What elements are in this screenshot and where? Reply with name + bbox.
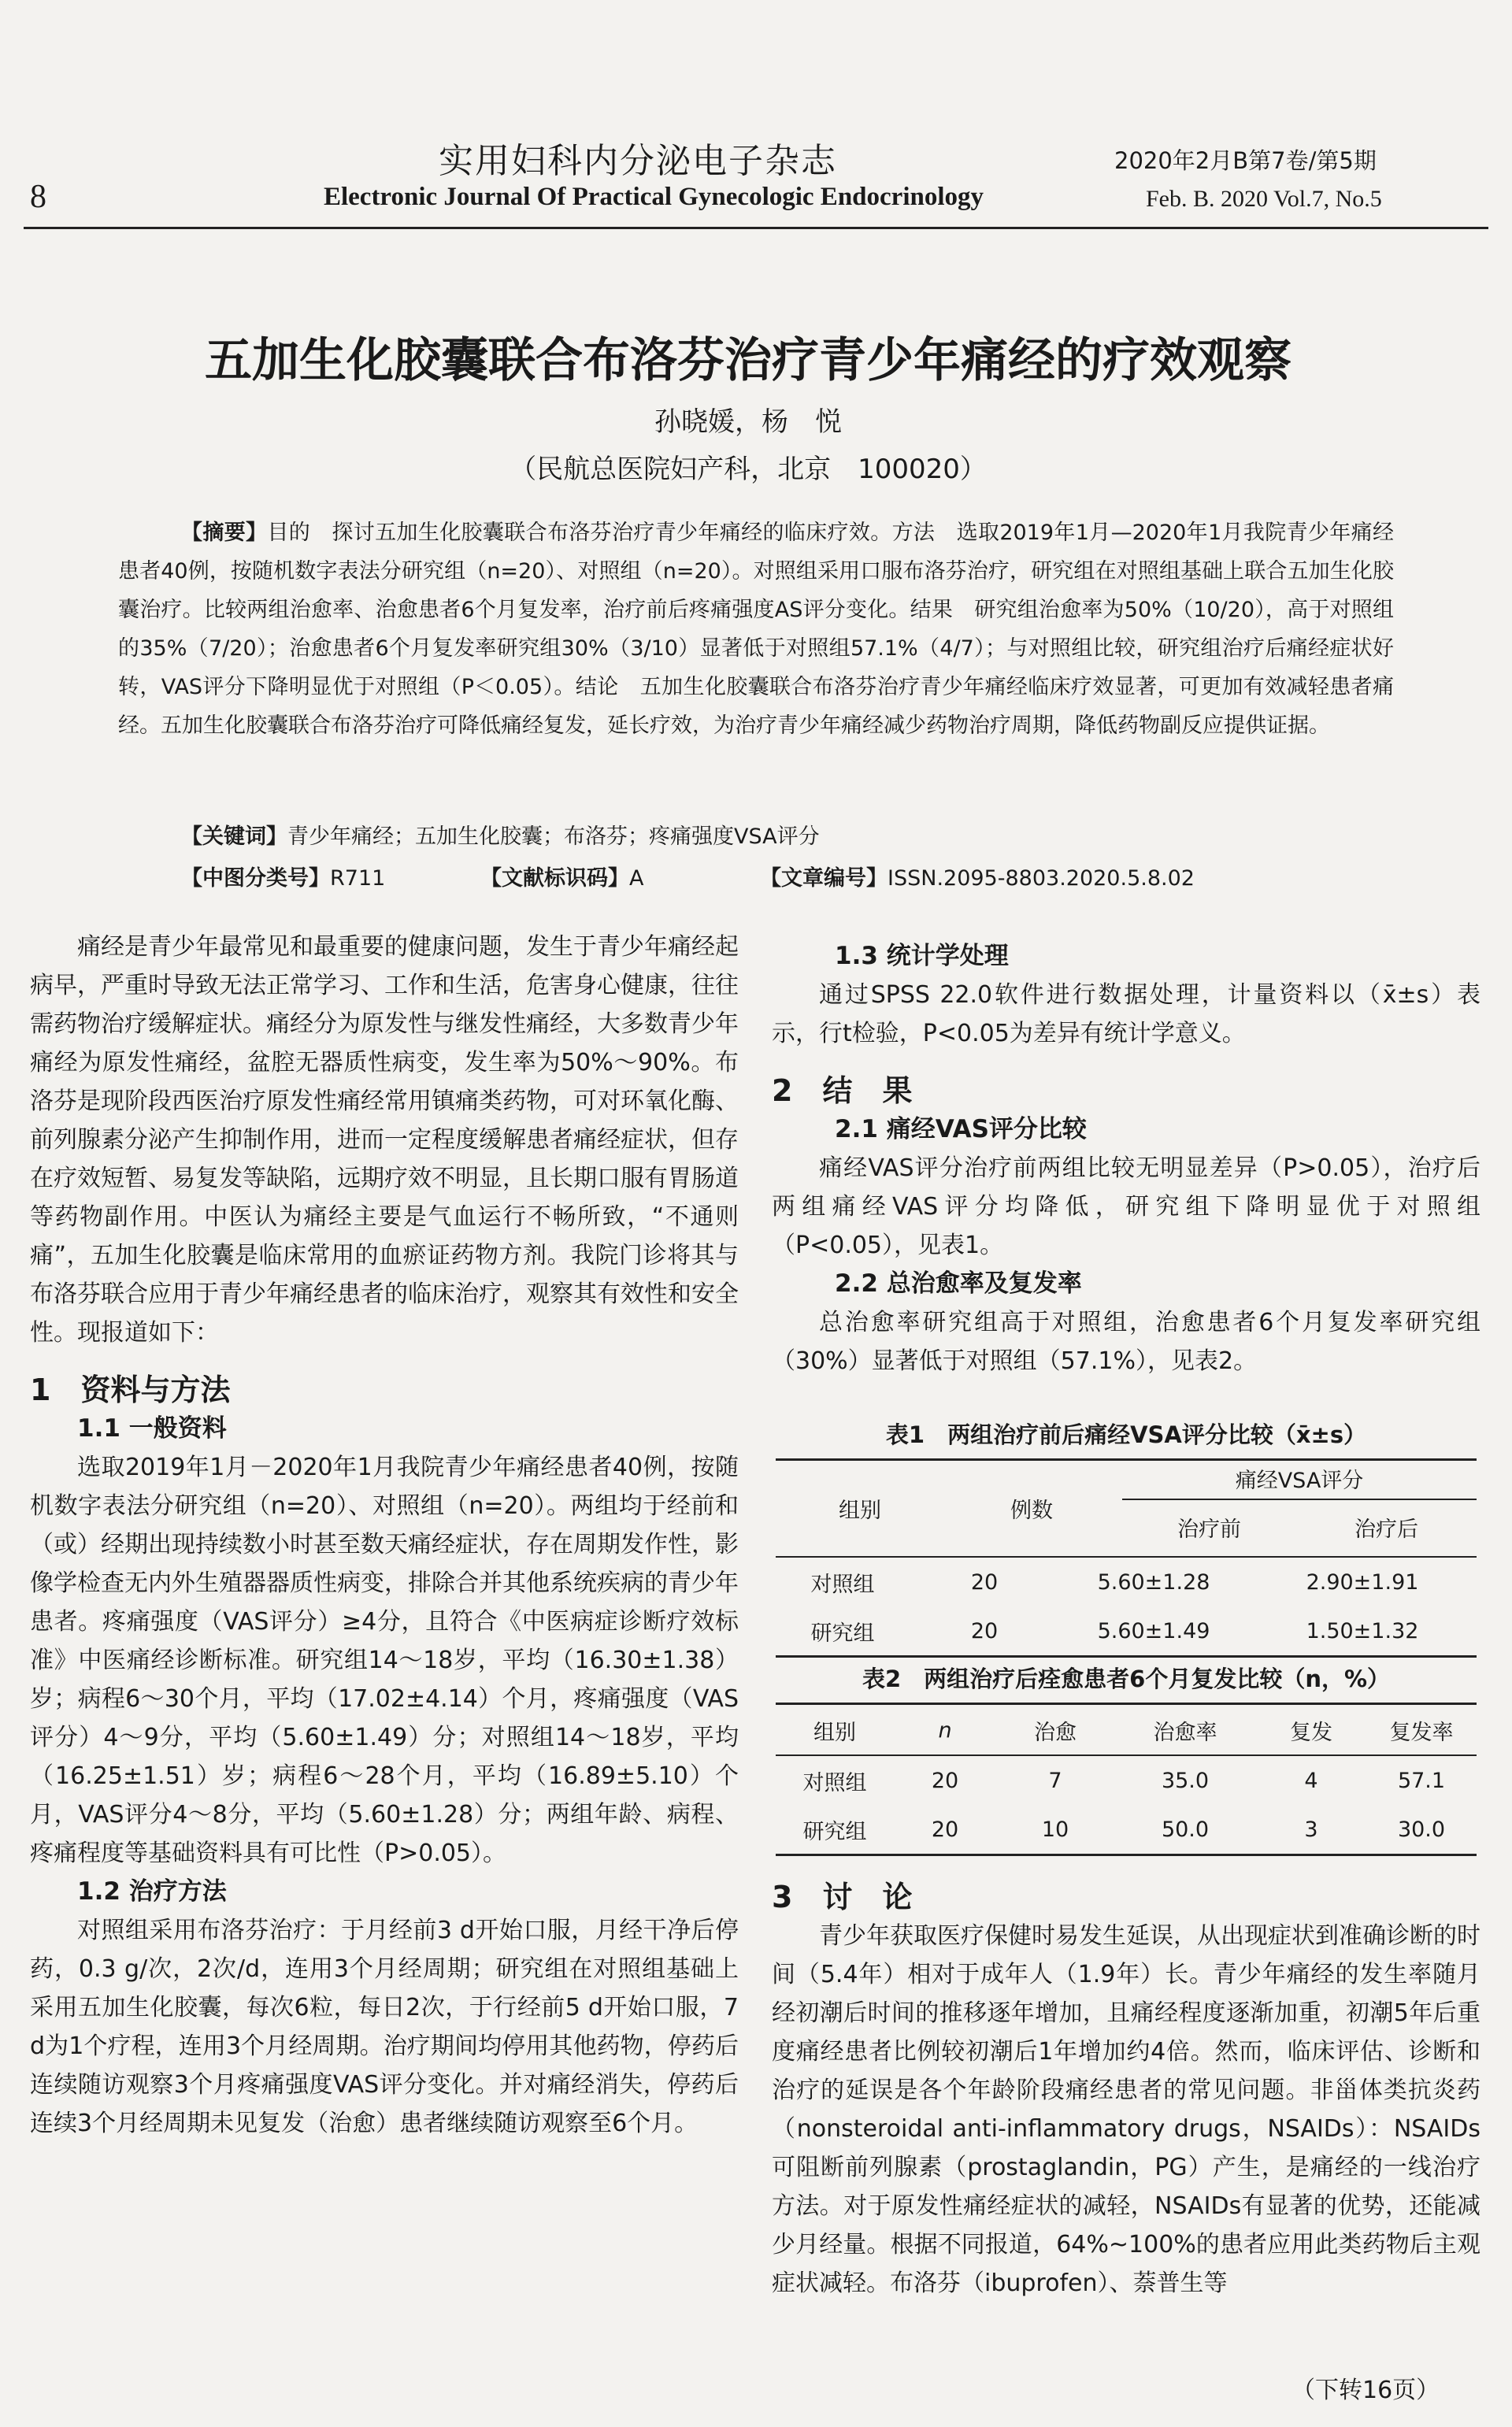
article-no-value: ISSN.2095-8803.2020.5.8.02	[888, 866, 1195, 891]
keywords	[181, 819, 820, 850]
right-column-bottom	[772, 1878, 1480, 2303]
article-no-label: 【文章编号】	[760, 866, 888, 891]
section-1-2-heading: 1.2 治疗方法	[77, 1877, 227, 1906]
table-2-caption: 表2 两组治疗后痊愈患者6个月复发比较（n，%）	[862, 1666, 1391, 1692]
table-row	[776, 1606, 1477, 1655]
abstract	[118, 513, 1394, 745]
table-header-cell: 治愈率	[1153, 1720, 1217, 1745]
table-2	[776, 1706, 1477, 1856]
table-2-bottom-rule	[776, 1854, 1477, 1856]
issue-info-en: Feb. B. 2020 Vol.7, No.5	[1146, 186, 1382, 212]
journal-title-cn: 实用妇科内分泌电子杂志	[439, 141, 837, 181]
table-1-body	[776, 1558, 1477, 1655]
section-1-2-paragraph: 对照组采用布洛芬治疗：于月经前3 d开始口服，月经干净后停药，0.3 g/次，2次/d，连用3个月经周期；研究组在对照组基础上采用五加生化胶囊，每次6粒，每日2次，于行经前5 d开始口服，7 d为1个疗程，连用3个月经周期。治疗期间均停用其他药物，停药后连续随访观察3个月疼痛强度VAS评分变化。并对痛经消失，停药后连续3个月经周期未见复发（治愈）患者继续随访观察至6个月。	[30, 1917, 739, 2137]
table-1-header-span: 痛经VSA评分	[1235, 1469, 1364, 1493]
article-title: 五加生化胶囊联合布洛芬治疗青少年痛经的疗效观察	[205, 333, 1292, 388]
section-2-2-heading: 2.2 总治愈率及复发率	[835, 1269, 1082, 1298]
table-cell: 10	[1041, 1817, 1069, 1842]
table-row	[776, 1756, 1477, 1805]
doc-code-value: A	[629, 866, 644, 891]
section-1-3-paragraph: 通过SPSS 22.0软件进行数据处理，计量资料以（x̄±s）表示，行t检验，P<0.05为差异有统计学意义。	[772, 981, 1480, 1047]
table-cell: 20	[931, 1768, 959, 1793]
table-1	[776, 1463, 1477, 1658]
keywords-label: 【关键词】	[181, 824, 287, 849]
table-cell: 2.90±1.91	[1306, 1569, 1419, 1595]
intro-paragraph: 痛经是青少年最常见和最重要的健康问题，发生于青少年痛经起病早，严重时导致无法正常学习、工作和生活，危害身心健康，往往需药物治疗缓解症状。痛经分为原发性与继发性痛经，大多数青少年痛经为原发性痛经，盆腔无器质性病变，发生率为50%～90%。布洛芬是现阶段西医治疗原发性痛经常用镇痛类药物，可对环氧化酶、前列腺素分泌产生抑制作用，进而一定程度缓解患者痛经症状，但存在疗效短暂、易复发等缺陷，远期疗效不明显，且长期口服有胃肠道等药物副作用。中医认为痛经主要是气血运行不畅所致，“不通则痛”，五加生化胶囊是临床常用的血瘀证药物方剂。我院门诊将其与布洛芬联合应用于青少年痛经患者的临床治疗，观察其有效性和安全性。现报道如下：	[30, 933, 739, 1347]
table-header-cell: 复发率	[1389, 1720, 1454, 1745]
table-header-cell: 复发	[1290, 1720, 1332, 1745]
table-cell: 35.0	[1161, 1768, 1210, 1793]
table-2-top-rule	[776, 1703, 1477, 1705]
left-column	[30, 928, 739, 2143]
table-1-header-group: 组别	[839, 1499, 881, 1523]
section-1-1-heading: 1.1 一般资料	[77, 1414, 227, 1443]
table-cell: 研究组	[802, 1819, 867, 1844]
table-1-mid-rule	[776, 1556, 1477, 1558]
table-cell: 20	[931, 1817, 959, 1842]
section-3-heading: 3 讨 论	[772, 1880, 913, 1914]
continued-note: （下转16页）	[1292, 2377, 1440, 2404]
table-1-span-rule	[1122, 1499, 1477, 1500]
table-cell: 57.1	[1397, 1768, 1446, 1793]
table-cell: 对照组	[802, 1770, 867, 1795]
page-number: 8	[30, 179, 46, 215]
section-2-2-paragraph: 总治愈率研究组高于对照组，治愈患者6个月复发率研究组（30%）显著低于对照组（57.1%），见表2。	[772, 1309, 1480, 1375]
section-3-paragraph: 青少年获取医疗保健时易发生延误，从出现症状到准确诊断的时间（5.4年）相对于成年人（1.9年）长。青少年痛经的发生率随月经初潮后时间的推移逐年增加，且痛经程度逐渐加重，初潮5年后重度痛经患者比例较初潮后1年增加约4倍。然而，临床评估、诊断和治疗的延误是各个年龄阶段痛经患者的常见问题。非甾体类抗炎药（nonsteroidal anti-inflammatory drugs，NSAIDs）：NSAIDs可阻断前列腺素（prostaglandin，PG）产生，是痛经的一线治疗方法。对于原发性痛经症状的减轻，NSAIDs有显著的优势，还能减少月经量。根据不同报道，64%~100%的患者应用此类药物后主观症状减轻。布洛芬（ibuprofen）、萘普生等	[772, 1922, 1480, 2297]
table-cell: 20	[970, 1618, 999, 1643]
table-cell: 3	[1304, 1817, 1318, 1842]
table-cell: 7	[1048, 1768, 1062, 1793]
doc-code-label: 【文献标识码】	[480, 866, 629, 891]
table-cell: 4	[1304, 1768, 1318, 1793]
journal-title-en: Electronic Journal Of Practical Gynecologic Endocrinology	[323, 183, 984, 211]
clc-value: R711	[330, 866, 386, 891]
table-cell: 5.60±1.49	[1097, 1618, 1210, 1643]
affiliation: （民航总医院妇产科，北京 100020）	[510, 454, 987, 485]
section-1-3-heading: 1.3 统计学处理	[835, 942, 1009, 970]
table-1-header-after: 治疗后	[1354, 1517, 1418, 1542]
table-cell: 50.0	[1161, 1817, 1210, 1842]
table-row	[776, 1558, 1477, 1606]
table-header-cell: n	[938, 1717, 952, 1743]
keywords-text: 青少年痛经；五加生化胶囊；布洛芬；疼痛强度VSA评分	[287, 824, 820, 849]
authors: 孙晓媛，杨 悦	[654, 406, 842, 438]
header-rule	[24, 227, 1488, 229]
table-cell: 30.0	[1397, 1817, 1446, 1842]
section-2-1-heading: 2.1 痛经VAS评分比较	[835, 1115, 1087, 1143]
table-cell: 对照组	[810, 1572, 875, 1597]
table-cell: 5.60±1.28	[1097, 1569, 1210, 1595]
section-2-heading: 2 结 果	[772, 1073, 913, 1108]
table-header-cell: 治愈	[1034, 1720, 1077, 1745]
table-header-cell: 组别	[813, 1720, 856, 1745]
table-1-header-n: 例数	[1010, 1499, 1053, 1523]
table-cell: 研究组	[810, 1621, 875, 1646]
table-cell: 20	[970, 1569, 999, 1595]
table-1-top-rule	[776, 1458, 1477, 1461]
right-column-top	[772, 937, 1480, 1380]
issue-info-cn: 2020年2月B第7卷/第5期	[1114, 147, 1377, 174]
table-1-header-before: 治疗前	[1177, 1517, 1241, 1542]
table-cell: 1.50±1.32	[1306, 1618, 1419, 1643]
table-header-row	[776, 1706, 1477, 1754]
section-1-1-paragraph: 选取2019年1月－2020年1月我院青少年痛经患者40例，按随机数字表法分研究组（n=20）、对照组（n=20）。两组均于经前和（或）经期出现持续数小时甚至数天痛经症状，存在周期发作性，影像学检查无内外生殖器器质性病变，排除合并其他系统疾病的青少年患者。疼痛强度（VAS评分）≥4分，且符合《中医病症诊断疗效标准》中医痛经诊断标准。研究组14～18岁，平均（16.30±1.38）岁；病程6～30个月，平均（17.02±4.14）个月，疼痛强度（VAS评分）4～9分，平均（5.60±1.49）分；对照组14～18岁，平均（16.25±1.51）岁；病程6～28个月，平均（16.89±5.10）个月，VAS评分4～8分，平均（5.60±1.28）分；两组年龄、病程、疼痛程度等基础资料具有可比性（P>0.05）。	[30, 1454, 739, 1867]
table-row	[776, 1805, 1477, 1854]
clc-label: 【中图分类号】	[181, 866, 330, 891]
section-1-heading: 1 资料与方法	[30, 1373, 231, 1407]
section-2-1-paragraph: 痛经VAS评分治疗前两组比较无明显差异（P>0.05），治疗后两组痛经VAS评分均降低，研究组下降明显优于对照组（P<0.05），见表1。	[772, 1154, 1480, 1259]
abstract-body: 目的 探讨五加生化胶囊联合布洛芬治疗青少年痛经的临床疗效。方法 选取2019年1月—2020年1月我院青少年痛经患者40例，按随机数字表法分研究组（n=20）、对照组（n=20）。对照组采用口服布洛芬治疗，研究组在对照组基础上联合五加生化胶囊治疗。比较两组治愈率、治愈患者6个月复发率，治疗前后疼痛强度AS评分变化。结果 研究组治愈率为50%（10/20），高于对照组的35%（7/20）；治愈患者6个月复发率研究组30%（3/10）显著低于对照组57.1%（4/7）；与对照组比较，研究组治疗后痛经症状好转，VAS评分下降明显优于对照组（P＜0.05）。结论 五加生化胶囊联合布洛芬治疗青少年痛经临床疗效显著，可更加有效减轻患者痛经。五加生化胶囊联合布洛芬治疗可降低痛经复发，延长疗效，为治疗青少年痛经减少药物治疗周期，降低药物副反应提供证据。	[118, 521, 1395, 738]
abstract-label: 【摘要】	[181, 521, 268, 545]
table-1-caption: 表1 两组治疗前后痛经VSA评分比较（x̄±s）	[885, 1421, 1367, 1448]
table-1-bottom-rule	[776, 1655, 1477, 1658]
